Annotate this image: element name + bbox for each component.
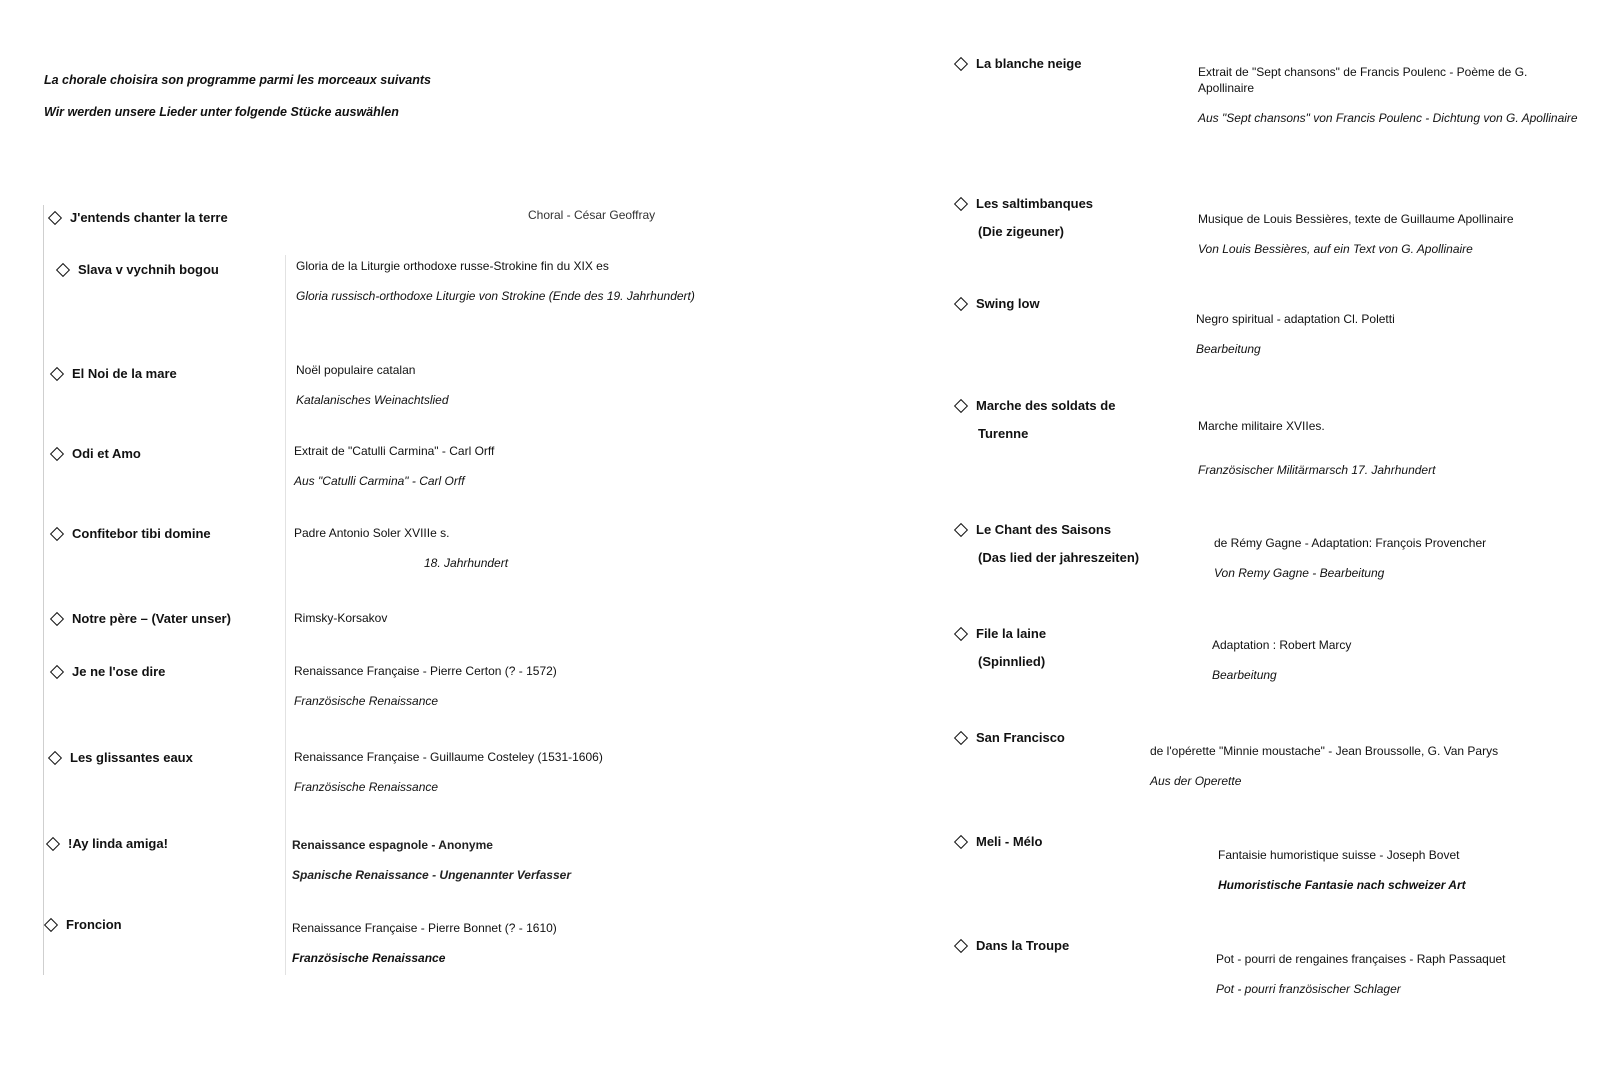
diamond-bullet-icon bbox=[954, 731, 968, 745]
song-title: Dans la Troupe bbox=[956, 932, 1069, 960]
song-description: Extrait de "Catulli Carmina" - Carl Orff Aus "Catulli Carmina" - Carl Orff bbox=[294, 444, 495, 488]
song-title: Marche des soldats de Turenne bbox=[956, 392, 1115, 448]
song-title: Je ne l'ose dire bbox=[52, 664, 165, 679]
column-divider bbox=[285, 255, 286, 975]
song-description: Rimsky-Korsakov bbox=[294, 611, 388, 625]
diamond-bullet-icon bbox=[954, 197, 968, 211]
right-column bbox=[950, 0, 1620, 1080]
song-title: J'entends chanter la terre bbox=[50, 210, 228, 225]
diamond-bullet-icon bbox=[48, 750, 62, 764]
intro-german: Wir werden unsere Lieder unter folgende Stücke auswählen bbox=[44, 105, 399, 119]
diamond-bullet-icon bbox=[48, 210, 62, 224]
diamond-bullet-icon bbox=[954, 297, 968, 311]
diamond-bullet-icon bbox=[50, 611, 64, 625]
left-column bbox=[0, 0, 760, 1080]
song-description: Renaissance Française - Pierre Bonnet (? - 1610) Französische Renaissance bbox=[292, 921, 557, 965]
song-title: El Noi de la mare bbox=[52, 366, 177, 381]
diamond-bullet-icon bbox=[50, 446, 64, 460]
song-title: Swing low bbox=[956, 290, 1040, 318]
diamond-bullet-icon bbox=[50, 366, 64, 380]
song-title: Notre père – (Vater unser) bbox=[52, 611, 231, 626]
diamond-bullet-icon bbox=[50, 526, 64, 540]
song-description: de l'opérette "Minnie moustache" - Jean Broussolle, G. Van Parys Aus der Operette bbox=[1150, 744, 1499, 788]
diamond-bullet-icon bbox=[46, 836, 60, 850]
song-title: Confitebor tibi domine bbox=[52, 526, 211, 541]
song-title: !Ay linda amiga! bbox=[48, 836, 168, 851]
song-description: Fantaisie humoristique suisse - Joseph Bovet Humoristische Fantasie nach schweizer Art bbox=[1218, 848, 1466, 892]
song-description: Pot - pourri de rengaines françaises - Raph Passaquet Pot - pourri französischer Schlager bbox=[1216, 952, 1506, 996]
song-description: Renaissance espagnole - Anonyme Spanische Renaissance - Ungenannter Verfasser bbox=[292, 838, 571, 882]
song-title: La blanche neige bbox=[956, 50, 1081, 78]
song-description: de Rémy Gagne - Adaptation: François Provencher Von Remy Gagne - Bearbeitung bbox=[1214, 536, 1487, 580]
song-description: Noël populaire catalan Katalanisches Weinachtslied bbox=[296, 363, 449, 407]
song-description: Renaissance Française - Guillaume Costeley (1531-1606) Französische Renaissance bbox=[294, 750, 603, 794]
intro bbox=[44, 64, 431, 128]
diamond-bullet-icon bbox=[56, 262, 70, 276]
diamond-bullet-icon bbox=[954, 627, 968, 641]
song-title: Odi et Amo bbox=[52, 446, 141, 461]
song-title: Le Chant des Saisons (Das lied der jahreszeiten) bbox=[956, 516, 1139, 572]
song-description: Extrait de "Sept chansons" de Francis Poulenc - Poème de G. Apollinaire Aus "Sept chansons" von Francis Poulenc - Dichtung von G. Apollinaire bbox=[1198, 65, 1578, 125]
diamond-bullet-icon bbox=[954, 939, 968, 953]
intro-french: La chorale choisira son programme parmi les morceaux suivants bbox=[44, 73, 431, 87]
song-title: Slava v vychnih bogou bbox=[58, 262, 219, 277]
song-title: Meli - Mélo bbox=[956, 828, 1042, 856]
song-title: Les saltimbanques (Die zigeuner) bbox=[956, 190, 1093, 246]
song-description: Musique de Louis Bessières, texte de Guillaume Apollinaire Von Louis Bessières, auf ein Text von G. Apollinaire bbox=[1198, 212, 1514, 256]
song-title: San Francisco bbox=[956, 724, 1065, 752]
song-description: Renaissance Française - Pierre Certon (? - 1572) Französische Renaissance bbox=[294, 664, 557, 708]
song-title: File la laine (Spinnlied) bbox=[956, 620, 1046, 676]
song-title: Les glissantes eaux bbox=[50, 750, 193, 765]
diamond-bullet-icon bbox=[954, 399, 968, 413]
song-description: Gloria de la Liturgie orthodoxe russe-Strokine fin du XIX es Gloria russisch-orthodoxe Liturgie von Strokine (Ende des 19. Jahrhundert) bbox=[296, 259, 695, 303]
song-description: Padre Antonio Soler XVIIIe s. 18. Jahrhundert bbox=[294, 526, 509, 570]
diamond-bullet-icon bbox=[954, 57, 968, 71]
diamond-bullet-icon bbox=[44, 917, 58, 931]
song-description: Adaptation : Robert Marcy Bearbeitung bbox=[1212, 638, 1352, 682]
song-description: Negro spiritual - adaptation Cl. Poletti Bearbeitung bbox=[1196, 312, 1395, 356]
diamond-bullet-icon bbox=[954, 523, 968, 537]
diamond-bullet-icon bbox=[954, 835, 968, 849]
song-note: Choral - César Geoffray bbox=[528, 208, 656, 222]
margin-line bbox=[43, 205, 44, 975]
song-description: Marche militaire XVIIes. Französischer Militärmarsch 17. Jahrhundert bbox=[1198, 419, 1436, 477]
song-title: Froncion bbox=[46, 917, 122, 932]
diamond-bullet-icon bbox=[50, 664, 64, 678]
